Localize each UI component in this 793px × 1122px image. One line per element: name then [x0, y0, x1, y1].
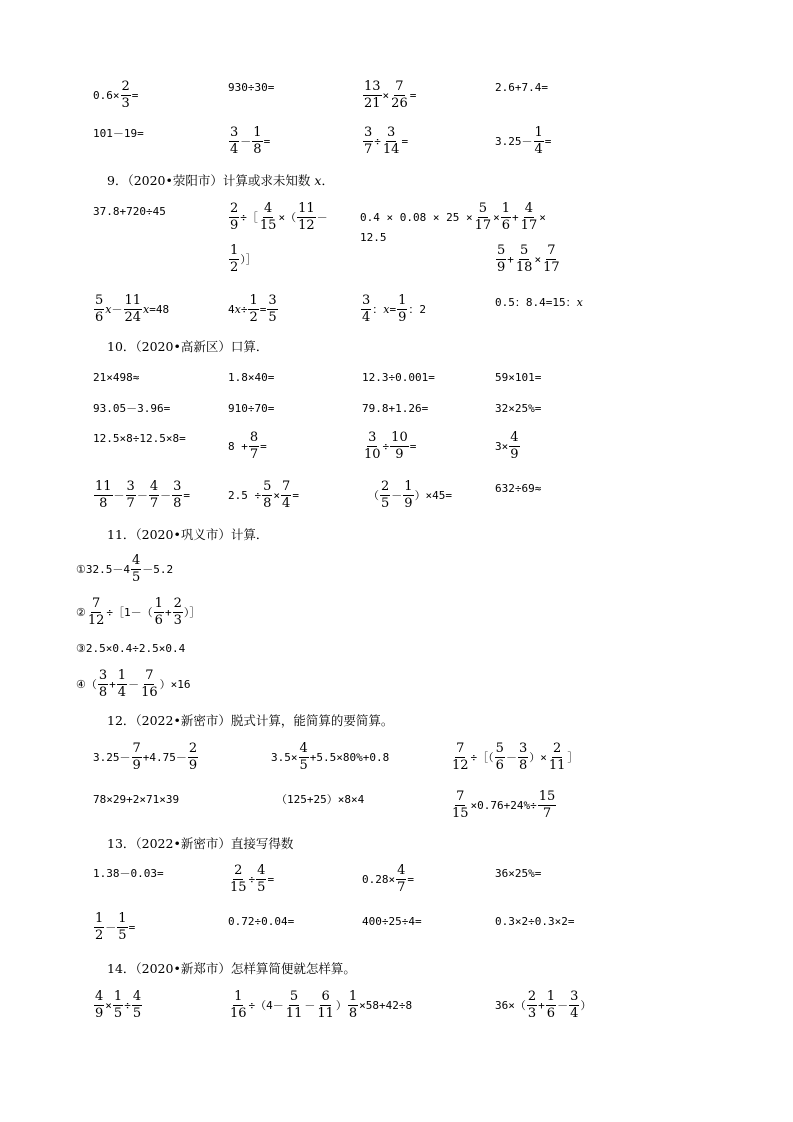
- q12-expr-1: 3.25－ $\frac{7}{9}$ +4.75－ $\frac{2}{9}$: [93, 741, 198, 773]
- q13-expr-7: 400÷25÷4=: [362, 915, 422, 928]
- expr-101-minus-19: 101－19=: [93, 127, 144, 140]
- q14-expr-2: $\frac{1}{16}$ ÷（4－ $\frac{5}{11}$ － $\frac{6}{11}$ ） $\frac{1}{8}$ ×58+42÷8: [230, 989, 413, 1021]
- q13-expr-1: 1.38－0.03=: [93, 867, 164, 880]
- q9-expr-3-cont: 12.5: [360, 231, 387, 244]
- expr-2-6-plus: 2.6+7.4=: [495, 81, 548, 94]
- q13-expr-3: 0.28× $\frac{4}{7}$ =: [362, 863, 415, 895]
- q9-expr-3: 0.4 × 0.08 × 25 × $\frac{5}{17}$ × $\frac{1}{6}$ + $\frac{4}{17}$ ×: [360, 201, 546, 233]
- q9-expr-2-cont: $\frac{1}{2}$ ）］: [230, 243, 257, 275]
- q11-item-3: ③2.5×0.4÷2.5×0.4: [76, 642, 186, 655]
- q10-r1-c4: 59×101=: [495, 371, 542, 384]
- q10-r4-c2: 2.5 ÷ $\frac{5}{8}$ × $\frac{7}{4}$ =: [228, 479, 299, 511]
- q13-expr-6: 0.72÷0.04=: [228, 915, 295, 928]
- q12-expr-6: $\frac{7}{15}$ ×0.76+24%÷ $\frac{15}{7}$: [452, 789, 556, 821]
- q9-title: 9．（2020•荥阳市）计算或求未知数 x．: [107, 173, 334, 188]
- expr-0-6-times: 0.6× $\frac{2}{3}$ =: [93, 79, 139, 111]
- q10-r2-c4: 32×25%=: [495, 402, 542, 415]
- q11-item-1: ①32.5－4 $\frac{4}{5}$ －5.2: [76, 553, 174, 585]
- q14-title: 14．（2020•新郑市）怎样算简便就怎样算。: [107, 961, 356, 976]
- expr-930-div-30: 930÷30=: [228, 81, 275, 94]
- q10-r3-c1: 12.5×8÷12.5×8=: [93, 432, 186, 445]
- q11-title: 11．（2020•巩义市）计算．: [107, 527, 269, 542]
- q13-expr-5: $\frac{1}{2}$ － $\frac{1}{5}$ =: [95, 911, 136, 943]
- q10-title: 10．（2020•高新区）口算．: [107, 339, 269, 354]
- q9-expr-1: 37.8+720÷45: [93, 205, 166, 218]
- q10-r3-c4: 3× $\frac{4}{9}$: [495, 430, 519, 462]
- q9-eq-3: $\frac{3}{4}$ ：x= $\frac{1}{9}$ ：2: [362, 293, 427, 325]
- q13-title: 13．（2022•新密市）直接写得数: [107, 836, 294, 851]
- expr-3-4-minus: $\frac{3}{4}$ － $\frac{1}{8}$ =: [230, 125, 271, 157]
- q9-eq-1: $\frac{5}{6}$ x－ $\frac{11}{24}$ x=48: [95, 293, 170, 325]
- q11-item-4: ④（ $\frac{3}{8}$ + $\frac{1}{4}$ － $\frac{7}{16}$ ）×16: [76, 668, 191, 700]
- q9-eq-2: 4x÷ $\frac{1}{2}$ = $\frac{3}{5}$: [228, 293, 277, 325]
- q12-expr-2: 3.5× $\frac{4}{5}$ +5.5×80%+0.8: [271, 741, 390, 773]
- q13-expr-4: 36×25%=: [495, 867, 542, 880]
- q10-r2-c1: 93.05－3.96=: [93, 402, 171, 415]
- q10-r2-c2: 910÷70=: [228, 402, 275, 415]
- q12-expr-4: 78×29+2×71×39: [93, 793, 180, 806]
- q10-r1-c2: 1.8×40=: [228, 371, 275, 384]
- q14-expr-1: $\frac{4}{9}$ × $\frac{1}{5}$ ÷ $\frac{4}{5}$: [95, 989, 142, 1021]
- q11-item-2: ② $\frac{7}{12}$ ÷［1－（ $\frac{1}{6}$ + $\frac{2}{3}$ ）］: [76, 596, 201, 628]
- q10-r2-c3: 79.8+1.26=: [362, 402, 429, 415]
- q12-title: 12．（2022•新密市）脱式计算，能简算的要简算。: [107, 713, 394, 728]
- q9-eq-4: 0.5：8.4=15：x: [495, 296, 583, 309]
- expr-3-7-div: $\frac{3}{7}$ ÷ $\frac{3}{14}$ =: [364, 125, 409, 157]
- q9-expr-2: $\frac{2}{9}$ ÷［ $\frac{4}{15}$ ×（ $\frac{11}{12}$ －: [230, 201, 328, 233]
- q10-r3-c3: $\frac{3}{10}$ ÷ $\frac{10}{9}$ =: [364, 430, 417, 462]
- q10-r1-c1: 21×498≈: [93, 371, 140, 384]
- expr-13-21-times: $\frac{13}{21}$ × $\frac{7}{26}$ =: [364, 79, 417, 111]
- q10-r3-c2: 8 + $\frac{8}{7}$ =: [228, 430, 267, 462]
- q10-r4-c1: $\frac{11}{8}$ － $\frac{3}{7}$ － $\frac{4}{7}$ － $\frac{3}{8}$ =: [95, 479, 191, 511]
- q13-expr-8: 0.3×2÷0.3×2=: [495, 915, 575, 928]
- q10-r4-c3: （ $\frac{2}{5}$ － $\frac{1}{9}$ ）×45=: [368, 479, 453, 511]
- q12-expr-3: $\frac{7}{12}$ ÷［（ $\frac{5}{6}$ － $\frac{3}{8}$ ）× $\frac{2}{11}$ ］: [452, 741, 579, 773]
- q9-expr-4: $\frac{5}{9}$ + $\frac{5}{18}$ × $\frac{7}{17}$: [497, 243, 560, 275]
- q12-expr-5: （125+25）×8×4: [276, 793, 365, 806]
- expr-3-25-minus: 3.25－ $\frac{1}{4}$ =: [495, 125, 552, 157]
- q10-r4-c4: 632÷69≈: [495, 482, 542, 495]
- q10-r1-c3: 12.3÷0.001=: [362, 371, 435, 384]
- q14-expr-3: 36×（ $\frac{2}{3}$ + $\frac{1}{6}$ － $\frac{3}{4}$ ）: [495, 989, 592, 1021]
- q13-expr-2: $\frac{2}{15}$ ÷ $\frac{4}{5}$ =: [230, 863, 275, 895]
